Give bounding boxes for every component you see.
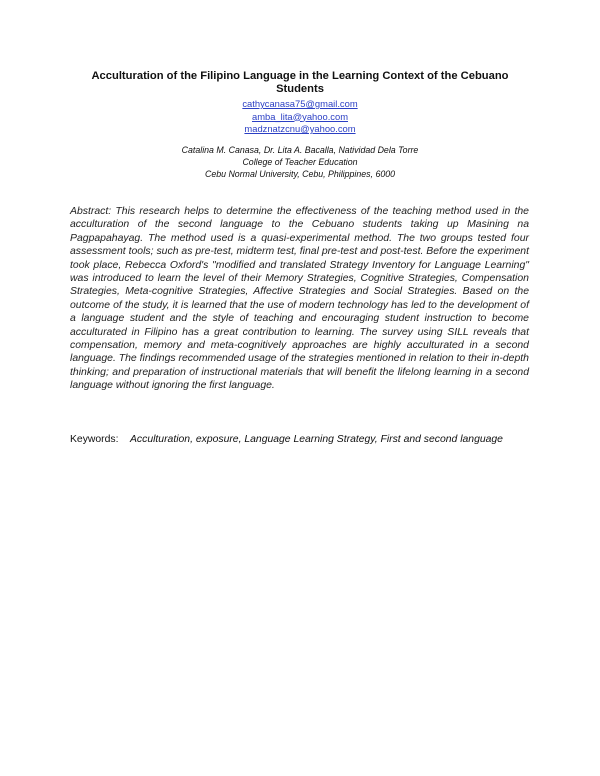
author-names: Catalina M. Canasa, Dr. Lita A. Bacalla, Natividad Dela Torre — [181, 145, 419, 155]
keywords-text: Acculturation, exposure, Language Learning Strategy, First and second language — [130, 434, 503, 445]
email-link-3[interactable]: madznatzcnu@yahoo.com — [244, 123, 356, 134]
email-link-1[interactable]: cathycanasa75@gmail.com — [242, 98, 358, 109]
author-emails — [150, 98, 450, 136]
abstract: Abstract: This research helps to determine the effectiveness of the teaching method used in the acculturation of the second language to the Cebuano students taking up Masining na Pagpapahayag. The method used is a quasi-experimental method. The two groups tested four assessment tools; such as pre-test, midterm test, final pre-test and post-test. Before the experiment took place, Rebecca Oxford's "modified and translated Strategy Inventory for Language Learning" was introduced to learn the level of their Memory Strategies, Cognitive Strategies, Compensation Strategies, Meta-cognitive Strategies, Affective Strategies and Social Strategies. Based on the outcome of the study, it is learned that the use of modern technology has led to the development of a language student and the style of teaching and encouraging student instruction to become acculturated in Filipino has a great contribution to learning. The survey using SILL reveals that compensation, memory and meta-cognitively approaches are highly acculturated in a second language. The findings recommended usage of the strategies mentioned in relation to their in-depth thinking; and preparation of instructional materials that will benefit the lifelong learning in a second language without ignoring the first language. — [70, 206, 529, 392]
author-institution: Cebu Normal University, Cebu, Philippines, 6000 — [204, 169, 396, 179]
author-department: College of Teacher Education — [242, 157, 358, 167]
email-link-2[interactable]: amba_lita@yahoo.com — [251, 110, 349, 122]
keywords-section — [70, 433, 530, 446]
keywords-label: Keywords: — [70, 434, 119, 445]
author-block — [100, 144, 500, 180]
paper-title: Acculturation of the Filipino Language in the Learning Context of the Cebuano Students — [91, 70, 509, 95]
